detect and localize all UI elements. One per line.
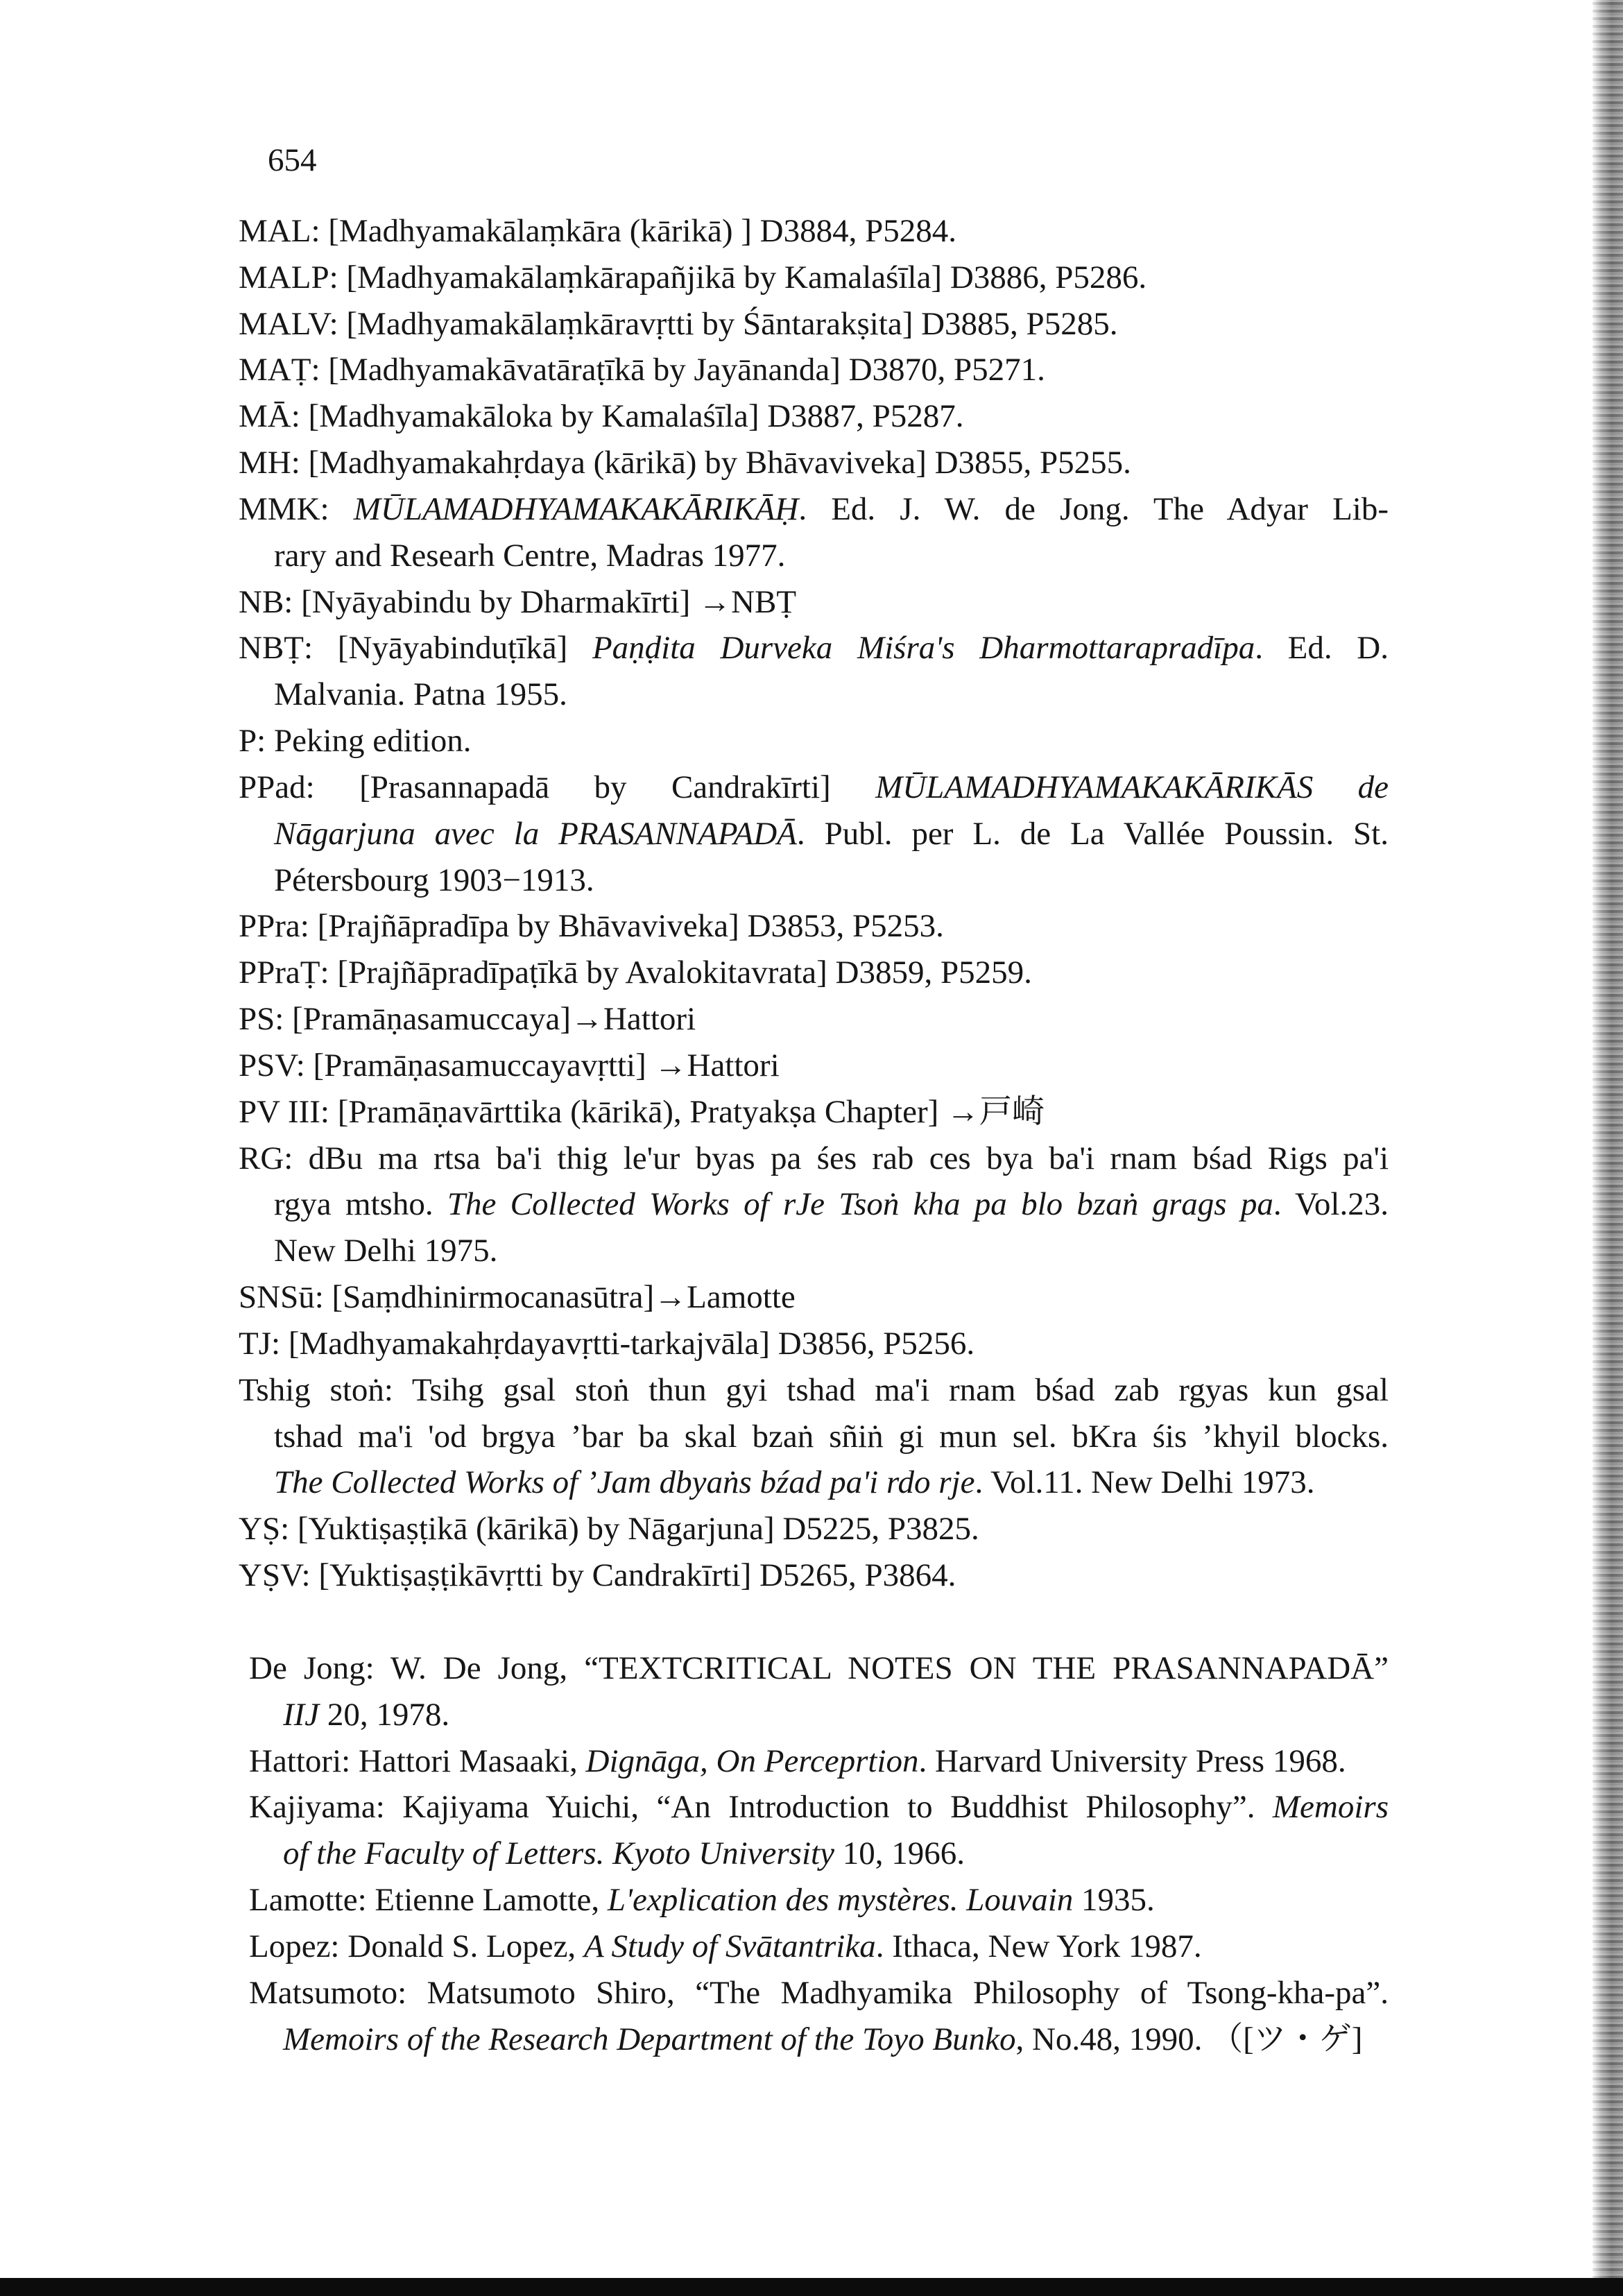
entry-line: [239, 811, 1389, 857]
abbreviation-entry: [239, 764, 1389, 903]
entry-line: [239, 950, 1389, 996]
entry-text: . Vol.23.: [1273, 1186, 1389, 1223]
reference-list: [249, 1645, 1389, 2062]
entry-text: [Madhyamakahṛdayavṛtti-tarkajvāla] D3856, P5256.: [288, 1325, 975, 1362]
italic-title-text: L'explication des mystères. Louvain: [607, 1882, 1074, 1919]
entry-line: [239, 1228, 1389, 1274]
entry-text: [Pramāṇasamuccaya]→Hattori: [292, 1001, 696, 1038]
abbreviation-entry: [239, 1506, 1389, 1552]
entry-line: [239, 393, 1389, 440]
entry-text: rgya mtsho.: [274, 1186, 447, 1223]
entry-text: [Madhyamakāloka by Kamalaśīla] D3887, P5287.: [308, 398, 964, 435]
entry-text: W. De Jong, “TEXTCRITICAL NOTES ON THE PRASANNAPADĀ”: [390, 1650, 1389, 1686]
abbreviation-entry: [239, 1367, 1389, 1506]
entry-line: [249, 1738, 1389, 1785]
entry-text: [Prajñāpradīpa by Bhāvaviveka] D3853, P5253.: [317, 908, 944, 945]
italic-title-text: Dignāga, On Perceprtion: [585, 1742, 919, 1779]
reference-entry: [249, 1738, 1389, 1785]
reference-key: Lamotte:: [249, 1882, 367, 1919]
entry-text: . Vol.11. New Delhi 1973.: [974, 1464, 1315, 1501]
reference-key: Hattori:: [249, 1742, 351, 1779]
entry-text: Tsihg gsal stoṅ thun gyi tshad ma'i rnam bśad zab rgyas kun gsal: [411, 1371, 1389, 1408]
abbreviation-label: MĀ:: [239, 398, 300, 435]
entry-text: 20, 1978.: [319, 1696, 450, 1733]
abbreviation-label: PPraṬ:: [239, 954, 329, 991]
abbreviation-label: TJ:: [239, 1325, 281, 1362]
entry-line: [239, 1552, 1389, 1599]
entry-text: dBu ma rtsa ba'i thig le'ur byas pa śes rab ces bya ba'i rnam bśad Rigs pa'i: [308, 1140, 1389, 1176]
entry-text: [Prasannapadā by Candrakīrti]: [359, 769, 876, 805]
entry-line: [239, 533, 1389, 579]
reference-key: Matsumoto:: [249, 1974, 407, 2011]
entry-line: [249, 1924, 1389, 1970]
reference-entry: [249, 1877, 1389, 1924]
entry-text: rary and Researh Centre, Madras 1977.: [274, 537, 786, 574]
entry-line: [239, 857, 1389, 904]
abbreviation-entry: [239, 301, 1389, 348]
abbreviation-label: PPad:: [239, 769, 315, 805]
italic-title-text: The Collected Works of ’Jam dbyaṅs bźad pa'i rdo rje: [274, 1464, 975, 1501]
entry-line: [239, 1321, 1389, 1367]
abbreviation-entry: [239, 255, 1389, 301]
entry-text: Etienne Lamotte,: [375, 1882, 608, 1919]
abbreviation-label: YṢ:: [239, 1511, 290, 1548]
entry-text: [Yuktiṣaṣṭikā (kārikā) by Nāgarjuna] D5225, P3825.: [297, 1511, 979, 1548]
entry-text: [Madhyamakālaṃkāra (kārikā) ] D3884, P5284.: [328, 213, 957, 249]
entry-text: . Ed. J. W. de Jong. The Adyar Lib-: [798, 490, 1389, 527]
italic-title-text: Memoirs: [1272, 1789, 1389, 1826]
abbreviation-entry: [239, 1274, 1389, 1321]
entry-text: New Delhi 1975.: [274, 1233, 498, 1269]
abbreviation-entry: [239, 1321, 1389, 1367]
entry-line: [239, 996, 1389, 1043]
entry-line: [239, 1136, 1389, 1182]
entry-line: [239, 718, 1389, 764]
abbreviation-label: RG:: [239, 1140, 293, 1176]
abbreviation-entry: [239, 579, 1389, 626]
abbreviation-entry: [239, 440, 1389, 486]
entry-text: . Ed. D.: [1255, 630, 1389, 667]
abbreviation-label: PS:: [239, 1001, 284, 1038]
entry-line: [239, 486, 1389, 533]
italic-title-text: MŪLAMADHYAMAKAKĀRIKĀS de: [875, 769, 1389, 805]
reference-entry: [249, 1924, 1389, 1970]
entry-text: [Yuktiṣaṣṭikāvṛtti by Candrakīrti] D5265, P3864.: [318, 1557, 956, 1594]
abbreviation-entry: [239, 903, 1389, 950]
entry-text: 1935.: [1073, 1882, 1155, 1919]
abbreviation-label: PPra:: [239, 908, 309, 945]
entry-line: [239, 1274, 1389, 1321]
entry-line: [239, 671, 1389, 718]
entry-line: [249, 1831, 1389, 1877]
abbreviation-label: MH:: [239, 445, 300, 481]
entry-text: [Madhyamakāvatāraṭīkā by Jayānanda] D3870, P5271.: [328, 352, 1045, 388]
abbreviation-label: SNSū:: [239, 1279, 324, 1316]
reference-key: Lopez:: [249, 1928, 340, 1964]
abbreviation-entry: [239, 950, 1389, 996]
entry-text: Hattori Masaaki,: [358, 1742, 586, 1779]
entry-text: [Nyāyabindu by Dharmakīrti] →NBṬ: [301, 583, 797, 620]
entry-line: [239, 903, 1389, 950]
abbreviation-entry: [239, 208, 1389, 255]
entry-line: [249, 2016, 1389, 2063]
entry-line: [249, 1877, 1389, 1924]
entry-line: [249, 1692, 1389, 1738]
abbreviation-label: MMK:: [239, 490, 329, 527]
abbreviation-label: MAṬ:: [239, 352, 320, 388]
abbreviation-entry: [239, 1089, 1389, 1136]
entry-line: [239, 1414, 1389, 1460]
scan-bottom-edge: [0, 2278, 1623, 2296]
entry-line: [249, 1645, 1389, 1692]
entry-line: [239, 440, 1389, 486]
italic-title-text: A Study of Svātantrika: [583, 1928, 876, 1964]
abbreviation-entry: [239, 625, 1389, 718]
entry-line: [239, 579, 1389, 626]
entry-text: tshad ma'i 'od brgya ’bar ba skal bzaṅ sñiṅ gi mun sel. bKra śis ’khyil blocks.: [274, 1418, 1389, 1455]
entry-text: , No.48, 1990. （[ツ・ゲ]: [1015, 2021, 1363, 2057]
reference-entry: [249, 1645, 1389, 1738]
entry-line: [239, 764, 1389, 811]
entry-text: Matsumoto Shiro, “The Madhyamika Philosophy of Tsong-kha-pa”.: [427, 1974, 1389, 2011]
entry-line: [249, 1970, 1389, 2016]
entry-line: [239, 1367, 1389, 1414]
abbreviation-label: YṢV:: [239, 1557, 311, 1594]
entry-text: [Madhyamakālaṃkārapañjikā by Kamalaśīla] D3886, P5286.: [346, 259, 1147, 295]
entry-text: [Madhyamakahṛdaya (kārikā) by Bhāvaviveka] D3855, P5255.: [308, 445, 1131, 481]
italic-title-text: Memoirs of the Research Department of the Toyo Bunko: [283, 2021, 1016, 2057]
entry-line: [239, 301, 1389, 348]
abbreviation-list: [239, 208, 1389, 1599]
entry-text: . Harvard University Press 1968.: [918, 1742, 1346, 1779]
italic-title-text: Nāgarjuna avec la PRASANNAPADĀ: [274, 815, 797, 852]
entry-text: 10, 1966.: [834, 1835, 965, 1872]
abbreviation-entry: [239, 718, 1389, 764]
entry-text: Peking edition.: [273, 723, 472, 760]
italic-title-text: IIJ: [283, 1696, 320, 1733]
abbreviation-label: MALP:: [239, 259, 338, 295]
entry-line: [239, 208, 1389, 255]
entry-line: [239, 1506, 1389, 1552]
entry-text: . Ithaca, New York 1987.: [875, 1928, 1202, 1964]
abbreviation-label: NB:: [239, 583, 293, 620]
entry-line: [239, 625, 1389, 671]
abbreviation-entry: [239, 1043, 1389, 1089]
italic-title-text: The Collected Works of rJe Tsoṅ kha pa blo bzaṅ grags pa: [447, 1186, 1273, 1223]
entry-line: [239, 1089, 1389, 1136]
italic-title-text: Paṇḍita Durveka Miśra's Dharmottarapradīpa: [592, 630, 1255, 667]
reference-key: Kajiyama:: [249, 1789, 385, 1826]
abbreviation-label: P:: [239, 723, 266, 760]
abbreviation-label: MALV:: [239, 305, 338, 342]
italic-title-text: MŪLAMADHYAMAKAKĀRIKĀḤ: [353, 490, 799, 527]
entry-text: [Pramāṇasamuccayavṛtti] →Hattori: [313, 1047, 780, 1083]
abbreviation-entry: [239, 1136, 1389, 1274]
abbreviation-entry: [239, 393, 1389, 440]
abbreviation-entry: [239, 486, 1389, 579]
entry-text: [Saṃdhinirmocanasūtra]→Lamotte: [332, 1279, 796, 1316]
scan-gutter-shadow: [1592, 0, 1623, 2296]
page-number: 654: [268, 142, 317, 178]
entry-text: [Nyāyabinduṭīkā]: [337, 630, 592, 667]
italic-title-text: of the Faculty of Letters. Kyoto University: [283, 1835, 834, 1872]
entry-line: [239, 255, 1389, 301]
entry-text: [Prajñāpradīpaṭīkā by Avalokitavrata] D3859, P5259.: [337, 954, 1032, 991]
entry-line: [239, 1181, 1389, 1228]
abbreviation-entry: [239, 347, 1389, 393]
reference-key: De Jong:: [249, 1650, 375, 1686]
abbreviation-entry: [239, 1552, 1389, 1599]
entry-text: Donald S. Lopez,: [347, 1928, 584, 1964]
abbreviation-label: PSV:: [239, 1047, 305, 1083]
reference-entry: [249, 1784, 1389, 1877]
abbreviation-label: MAL:: [239, 213, 320, 249]
entry-text: [Pramāṇavārttika (kārikā), Pratyakṣa Chapter] →戸崎: [337, 1093, 1045, 1130]
reference-entry: [249, 1970, 1389, 2063]
entry-line: [239, 1459, 1389, 1506]
abbreviation-label: Tshig stoṅ:: [239, 1371, 393, 1408]
entry-line: [239, 347, 1389, 393]
entry-line: [239, 1043, 1389, 1089]
abbreviation-entry: [239, 996, 1389, 1043]
entry-text: [Madhyamakālaṃkāravṛtti by Śāntarakṣita] D3885, P5285.: [346, 305, 1118, 342]
entry-text: . Publ. per L. de La Vallée Poussin. St.: [796, 815, 1389, 852]
entry-text: Malvania. Patna 1955.: [274, 676, 567, 713]
abbreviation-label: PV III:: [239, 1093, 329, 1130]
abbreviation-label: NBṬ:: [239, 630, 314, 667]
entry-line: [249, 1784, 1389, 1831]
entry-text: Kajiyama Yuichi, “An Introduction to Buddhist Philosophy”.: [402, 1789, 1273, 1826]
entry-text: Pétersbourg 1903−1913.: [274, 862, 594, 898]
